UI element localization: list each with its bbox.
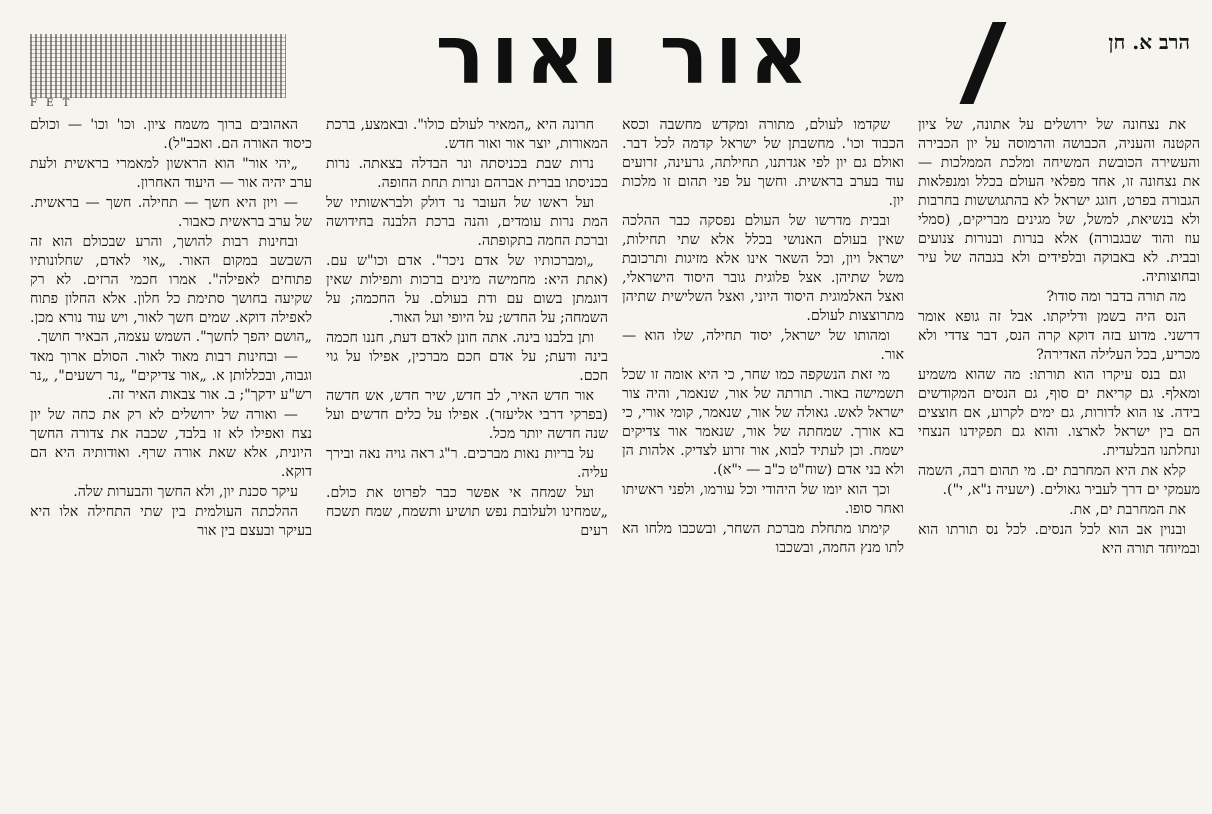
paragraph: „ומברכותיו של אדם ניכר". אדם וכו"ש עם. (אתת היא: מחמישה מינים ברכות ותפילות שאין דוגמתן בשום עם ודת בעולם. על החכמה; על השמחה; על החדש; על היופי ועל האור. [326, 253, 608, 326]
paragraph: — ובחינות רבות מאוד לאור. הסולם ארוך מאד וגבוה, ובכללותן א. „אור צדיקים" „נר רשעים", „נר רש"ע ידקך"; ב. אור צבאות האיר זה. [30, 349, 312, 403]
paragraph: הנס היה בשמן ודליקתו. אבל זה גופא אומר דרשני. מדוע בזה דוקא קרה הנס, דבר צדדי ולא מכריע, בכל העלילה האדירה? [918, 309, 1200, 363]
paragraph: ובנוין אב הוא לכל הנסים. לכל נס תורתו הוא ובמיוחד תורה היא [918, 522, 1200, 557]
paragraph: קלא את היא המחרבת ים. מי תהום רבה, השמה מעמקי ים דרך לעביר גאולים. (ישעיה נ"א, י"). [918, 463, 1200, 498]
paragraph: ועל ראשו של העובר נר דולק ולבראשותיו של המת נרות עומדים, והנה ברכת הלבנה בחידושה וברכת החמה בתקופתה. [326, 195, 608, 249]
column-2 [622, 116, 904, 806]
masthead [0, 0, 1212, 108]
column-3 [326, 116, 608, 806]
paragraph: את נצחונה של ירושלים על אתונה, של ציון הקטנה והעניה, הכבושה והרמוסה על יון הכבירה והעשירה הכובשת המשיחה ומלכת הממלכות — את נצחונה זו, אחד מפלאי העולם בכלל ומנפלאות הגבורה בפרט, חוגג ישראל לא בהתגוששות בחרבות ולא בנשיאת, למשל, של מגינים מבריקים, (סמלי עוז והוד שבגבורה) אלא בנרות ובנורות צנועים ובבית. לא באבוקה ובלפידים ולא בגבהה של עיר ובחוצותיה. [918, 117, 1200, 285]
paragraph: עיקר סכנת יון, ולא החשך והבערות שלה. [73, 484, 298, 500]
paragraph: וכך הוא יומו של היהודי וכל עורמו, ולפני ראשיתו ואחר סופו. [622, 482, 904, 517]
paragraph: ההלכתה העולמית בין שתי התחילה אלו היא בעיקר ובעצם בין אור [30, 504, 312, 539]
column-4 [30, 116, 312, 806]
paragraph: על בריות נאות מברכים. ר"ג ראה גויה נאה ובירך עליה. [326, 446, 608, 481]
paragraph: — ויון היא חשך — תחילה. חשך — בראשית. של ערב בראשית כאבור. [30, 195, 312, 230]
article-title: אור ואור [435, 8, 815, 103]
stamp-caption: F E T [30, 98, 73, 109]
paragraph: חרונה היא „המאיר לעולם כולו". ובאמצע, ברכת המאורות, יוצר אור ואור חדש. [326, 117, 608, 152]
column-1 [918, 116, 1200, 806]
paragraph: קימתו מתחלת מברכת השחר, ובשכבו מלחו הא לתו מנץ החמה, ובשכבו [622, 521, 904, 556]
paragraph: ועל שמחה אי אפשר כבר לפרוט את כולם. „שמחינו ולעלובת נפש תושיע ותשמח, שמח תשכח רעים [326, 485, 608, 539]
paragraph: האהובים ברוך משמח ציון. וכו' וכו' — וכולם כיסוד האורה הם. ואכב"ל). [30, 117, 312, 152]
paragraph: ובבית מדרשו של העולם נפסקה כבר ההלכה שאין בעולם האנושי בכלל אלא שתי תחילות, ישראל ויון, וכל השאר אינו אלא מזיגות ותרכובת משל שתיהן. אצל פלוגית גובר היסוד הישראלי, ואצל האלמוגית היסוד היוני, ואצל השלישית שתיהן מתרוצצות לעולם. [622, 213, 904, 324]
paragraph: שקדמו לעולם, מתורה ומקדש מחשבה וכסא הכבוד וכו'. מחשבתן של ישראל קדמה לכל דבר. ואולם גם יון לפי אגדתנו, תחילתה, גרעינה, זרועים עוד בערב בראשית. וחשך על פני תהום זו מלכות יון. [622, 117, 904, 209]
paragraph: „יהי אור" הוא הראשון למאמרי בראשית ולעת ערב יהיה אור — היעוד האחרון. [30, 156, 312, 191]
paragraph: אור חדש האיר, לב חדש, שיר חדש, אש חדשה (בפרקי דרבי אליעזר). אפילו על כלים חדשים ועל שנה חדשה יותר מכל. [326, 388, 608, 442]
paragraph: ובחינות רבות להושך, והרע שבכולם הוא זה השבשב במקום האור. „אוי לאדם, שחלונותיו פתוחים לאפילה". אמרו חכמי הרזים. לא רק שקיעה בחושך סתימת כל חלון. אלא החלון פתוח לאפילה דוקא. שמים חשך לאור, ויש עוד נורא מכן. „הושם יהפך לחשך". השמש עצמה, הבאיר חושך. [30, 234, 312, 345]
paragraph: ותן בלבנו בינה. אתה חונן לאדם דעת, חננו חכמה בינה ודעת; על אדם חכם מברכין, אפילו על גוי חכם. [326, 330, 608, 384]
paragraph: את המחרבת ים, את. [1069, 502, 1186, 518]
paragraph: ומהותו של ישראל, יסוד תחילה, שלו הוא — אור. [622, 328, 904, 363]
paragraph: — ואורה של ירושלים לא רק את כחה של יון נצח ואפילו לא זו בלבד, שכבה את צדורה החשך היונית, אלא שאת אורה שרף. ואודותיה היא הם דוקא. [30, 407, 312, 480]
paragraph: מי זאת הנשקפה כמו שחר, כי היא אומה זו שכל תשמישה באור. תורתה של אור, שנאמר, והיה צור ישראל לאש. גאולה של אור, שנאמר, קומי אורי, כי בא אורך. שמחתה של אור, שנאמר אור צדיקים ישמח. וכן לעתיד לבוא, אור זרוע לצדיק. אלהות הן ולא בני אדם (שוח"ט כ"ב — י"א). [622, 367, 904, 478]
paragraph: וגם בנס עיקרו הוא תורתו: מה שהוא משמיע ומאלף. גם קריאת ים סוף, גם הנסים המקודשים בידה. צו הוא לדורות, גם ימים לקרוע, אם חוצצים הם בין ישראל לארצו. והוא גם תפקידנו הנצחי ונחלתנו הבלעדית. [918, 367, 1200, 459]
paragraph: נרות שבת בכניסתה ונר הבדלה בצאתה. נרות בכניסתו בברית אברהם ונרות תחת החופה. [326, 156, 608, 191]
author-byline: הרב א. חן [1108, 30, 1190, 54]
paragraph: מה תורה בדבר ומה סודו? [1046, 289, 1186, 305]
halftone-stamp-image [30, 34, 286, 98]
article-body [30, 116, 1200, 806]
